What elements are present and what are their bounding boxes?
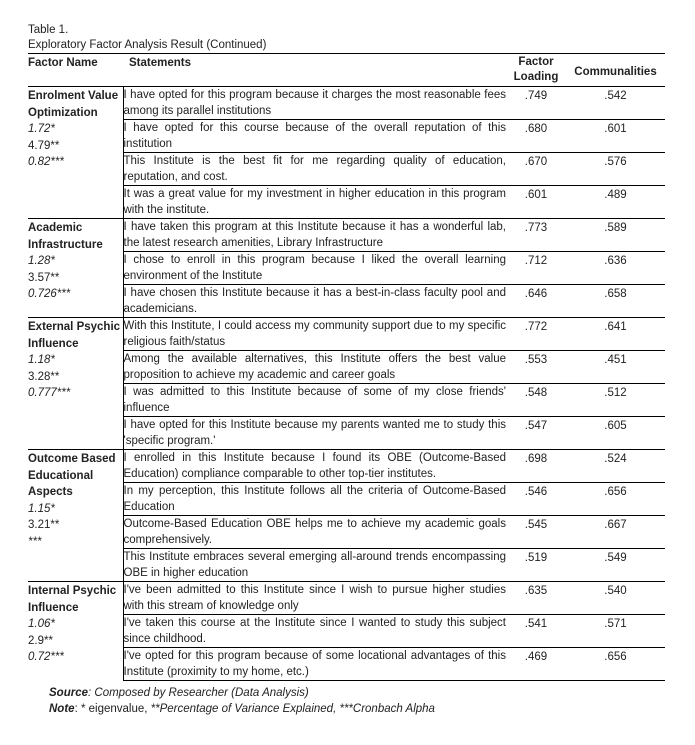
factor-name-cell (28, 582, 123, 681)
statement-cell: I was admitted to this Institute because of some of my close friends' influence (123, 384, 506, 417)
factor-loading-cell: .547 (524, 420, 548, 432)
factor-loading-cell: .541 (506, 615, 566, 648)
communality-cell: .451 (566, 351, 665, 384)
statement-cell: I have taken this program at this Institute because it has a wonderful lab, the latest research amenities, Library Infrastructure (123, 219, 506, 252)
table-row (28, 582, 665, 615)
factor-loading-cell: .548 (506, 384, 566, 417)
variance-stat: 2.9** (28, 634, 53, 647)
alpha-stat: 0.72*** (28, 651, 64, 663)
statement-cell: Outcome-Based Education OBE helps me to achieve my academic goals comprehensively. (123, 516, 506, 549)
header-communalities: Communalities (574, 66, 657, 78)
statement-cell: I enrolled in this Institute because I found its OBE (Outcome-Based Education) compliance comparable to other top-tier institutes. (123, 450, 506, 483)
factor-group (28, 87, 665, 219)
statement-cell: This Institute is the best fit for me regarding quality of education, reputation, and cost. (123, 153, 506, 186)
table-row (28, 615, 665, 648)
communality-cell: .542 (566, 87, 665, 120)
table-row (28, 351, 665, 384)
factor-name-cell (28, 87, 123, 219)
statement-cell: It was a great value for my investment in higher education in this program with the institute. (123, 188, 506, 216)
statement-cell: This Institute embraces several emerging all-around trends encompassing OBE in higher education (123, 551, 506, 579)
factor-group (28, 219, 665, 318)
statement-cell: I chose to enroll in this program because I liked the overall learning environment of the Institute (123, 252, 506, 285)
factor-group (28, 450, 665, 582)
communality-cell: .601 (566, 120, 665, 153)
table-row (28, 219, 665, 252)
factor-loading-cell: .680 (506, 120, 566, 153)
communality-cell: .656 (566, 483, 665, 516)
factor-name: External Psychic Influence (28, 321, 121, 350)
communality-cell: .524 (566, 450, 665, 483)
factor-loading-cell: .712 (506, 252, 566, 285)
table-row (28, 648, 665, 681)
communality-cell: .589 (566, 219, 665, 252)
alpha-stat: *** (28, 535, 42, 548)
table-row (28, 186, 665, 219)
header-factor-loading: Factor Loading (513, 56, 559, 83)
communality-cell: .489 (604, 189, 627, 201)
eigenvalue-stat: 1.28* (28, 255, 55, 267)
table-note (49, 702, 435, 717)
statement-cell: I have opted for this course because of the overall reputation of this institution (123, 120, 506, 153)
note-italic: **Percentage of Variance Explained, ***Cronbach Alpha (150, 703, 435, 715)
factor-analysis-table (28, 53, 665, 681)
table-row (28, 516, 665, 549)
factor-loading-cell: .601 (524, 189, 548, 201)
factor-loading-cell: .545 (506, 516, 566, 549)
communality-cell: .576 (566, 153, 665, 186)
eigenvalue-stat: 1.06* (28, 618, 55, 630)
factor-loading-cell: .772 (506, 318, 566, 351)
header-row (28, 54, 665, 87)
table-label: Table 1. (28, 24, 69, 36)
alpha-stat: 0.82*** (28, 156, 64, 168)
source-label: Source (49, 687, 88, 699)
variance-stat: 3.57** (28, 271, 60, 284)
factor-loading-cell: .546 (506, 483, 566, 516)
communality-cell: .512 (566, 384, 665, 417)
table-row (28, 549, 665, 582)
factor-loading-cell: .646 (524, 288, 548, 300)
communality-cell: .571 (566, 615, 665, 648)
communality-cell: .667 (566, 516, 665, 549)
table-row (28, 252, 665, 285)
factor-loading-cell: .773 (506, 219, 566, 252)
eigenvalue-stat: 1.72* (28, 123, 55, 135)
factor-loading-cell: .749 (506, 87, 566, 120)
communality-cell: .549 (604, 552, 627, 564)
statement-cell: With this Institute, I could access my community support due to my specific religious faith/status (123, 318, 506, 351)
source-note (49, 686, 309, 701)
statement-cell: I have opted for this Institute because my parents wanted me to study this 'specific program.' (123, 419, 506, 447)
communality-cell: .658 (604, 288, 627, 300)
statement-cell: I have opted for this program because it charges the most reasonable fees among its parallel institutions (123, 87, 506, 120)
factor-group (28, 318, 665, 450)
table-row (28, 483, 665, 516)
note-plain: eigenvalue, (88, 703, 151, 715)
factor-name-cell (28, 318, 123, 450)
table-row (28, 318, 665, 351)
statement-cell: I've taken this course at the Institute since I wanted to study this subject since childhood. (123, 615, 506, 648)
variance-stat: 4.79** (28, 139, 60, 152)
alpha-stat: 0.726*** (28, 288, 71, 300)
communality-cell: .641 (566, 318, 665, 351)
factor-name-cell (28, 450, 123, 582)
table-row (28, 87, 665, 120)
eigenvalue-stat: 1.18* (28, 354, 55, 366)
factor-loading-cell: .553 (506, 351, 566, 384)
communality-cell: .656 (566, 648, 665, 681)
note-colon: : * (74, 703, 89, 715)
header-factor-name: Factor Name (28, 57, 98, 69)
table-row (28, 120, 665, 153)
statement-cell: Among the available alternatives, this Institute offers the best value proposition to achieve my academic and career goals (123, 351, 506, 384)
note-label: Note (49, 703, 75, 715)
table-row (28, 450, 665, 483)
factor-loading-cell: .469 (506, 648, 566, 681)
source-text: : Composed by Researcher (Data Analysis) (88, 687, 309, 699)
statement-cell: I've been admitted to this Institute since I wish to pursue higher studies with this stream of knowledge only (123, 582, 506, 615)
table-row (28, 417, 665, 450)
table-row (28, 384, 665, 417)
factor-name: Academic Infrastructure (28, 222, 103, 251)
factor-name-cell (28, 219, 123, 318)
statement-cell: I've opted for this program because of some locational advantages of this Institute (proximity to my home, etc.) (123, 648, 506, 681)
variance-stat: 3.21** (28, 519, 60, 531)
communality-cell: .605 (604, 420, 627, 432)
factor-loading-cell: .670 (506, 153, 566, 186)
communality-cell: .636 (566, 252, 665, 285)
factor-loading-cell: .698 (506, 450, 566, 483)
factor-loading-cell: .635 (506, 582, 566, 615)
header-statements: Statements (129, 57, 191, 69)
table-row (28, 285, 665, 318)
variance-stat: 3.28** (28, 370, 60, 383)
factor-group (28, 582, 665, 681)
alpha-stat: 0.777*** (28, 387, 71, 399)
factor-name: Outcome Based Educational Aspects (28, 453, 116, 498)
table-row (28, 153, 665, 186)
eigenvalue-stat: 1.15* (28, 502, 55, 515)
factor-name: Enrolment Value Optimization (28, 90, 119, 119)
statement-cell: In my perception, this Institute follows all the criteria of Outcome-Based Education (123, 483, 506, 516)
communality-cell: .540 (566, 582, 665, 615)
factor-loading-cell: .519 (524, 552, 548, 564)
table-title: Exploratory Factor Analysis Result (Continued) (28, 39, 267, 51)
factor-name: Internal Psychic Influence (28, 585, 117, 614)
statement-cell: I have chosen this Institute because it has a best-in-class faculty pool and academicians. (123, 287, 506, 315)
